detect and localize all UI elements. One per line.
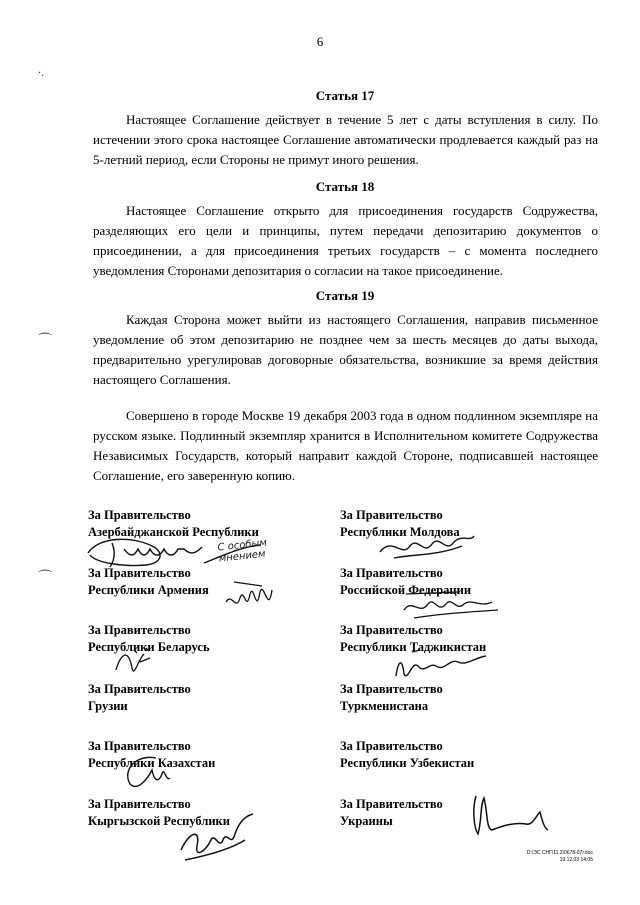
signatory-georgia (88, 681, 191, 715)
article-19-text: Каждая Сторона может выйти из настоящего Соглашения, направив письменное уведомление об этом депозитарию не позднее чем за шесть месяцев до даты выхода, предварительно урегулировав договорные обязательства, возникшие за время действия настоящего Соглашения. (93, 312, 598, 387)
signatory-line1: За Правительство (340, 508, 443, 522)
signature-ukraine (468, 790, 558, 840)
article-18-text: Настоящее Соглашение открыто для присоединения государств Содружества, разделяющих его цели и принципы, путем передачи депозитарию документов о присоединении, а для присоединения третьих государств – с момента последнего уведомления Сторонами депозитария о согласии на такое присоединение. (93, 203, 598, 278)
signatory-line2: Республики Молдова (340, 525, 460, 539)
footer-path: D:\ЭС СНГ\11.3\0678-07г.doc (526, 850, 593, 856)
signatory-line1: За Правительство (88, 739, 191, 753)
signatory-turkmenistan (340, 681, 443, 715)
signatory-line2: Республики Беларусь (88, 640, 210, 654)
margin-mark: ⌒ (38, 570, 52, 586)
signature-tajikistan (390, 646, 500, 686)
signatory-uzbekistan (340, 738, 474, 772)
signature-kyrgyzstan (175, 810, 265, 870)
article-17-text: Настоящее Соглашение действует в течение 5 лет с даты вступления в силу. По истечении этого срока настоящее Соглашение автоматически продлевается каждый раз на 5-летний период, если Стороны не примут иного решения. (93, 112, 598, 167)
article-17-heading: Статья 17 (315, 88, 375, 103)
signatory-line1: За Правительство (340, 797, 443, 811)
signatory-line1: За Правительство (340, 682, 443, 696)
signature-russia (398, 588, 508, 624)
signature-kazakhstan (116, 748, 176, 798)
signatory-line1: За Правительство (340, 623, 443, 637)
signatory-line1: За Правительство (88, 566, 191, 580)
signatory-line2: Республики Узбекистан (340, 756, 475, 770)
signature-moldova (374, 528, 484, 568)
signatory-line2: Грузии (88, 699, 128, 713)
footer-date: 19.12.03 14:05 (559, 857, 593, 863)
signatory-line1: За Правительство (88, 797, 191, 811)
article-18-heading: Статья 18 (315, 179, 375, 194)
signatory-line2: Республики Таджикистан (340, 640, 487, 654)
signatory-line2: Украины (340, 814, 393, 828)
signatory-line2: Кыргызской Республики (88, 814, 230, 828)
margin-mark: ·. (38, 68, 45, 79)
signatory-line1: За Правительство (88, 508, 191, 522)
signatory-line1: За Правительство (340, 566, 443, 580)
signatory-line1: За Правительство (88, 682, 191, 696)
azerbaijan-special-opinion-note: С особым мнением (217, 537, 268, 565)
closing-paragraph: Совершено в городе Москве 19 декабря 2003 года в одном подлинном экземпляре на русском языке. Подлинный экземпляр хранится в Исполнительном комитете Содружества Независимых Государств, который направит каждой Стороне, подписавшей настоящее Соглашение, его заверенную копию. (93, 408, 598, 483)
signature-belarus (110, 640, 160, 680)
margin-mark: ⌒ (38, 333, 52, 349)
file-footer (513, 850, 593, 864)
signatory-line2: Республики Казахстан (88, 756, 216, 770)
article-19-heading: Статья 19 (315, 288, 375, 303)
signatory-line1: За Правительство (340, 739, 443, 753)
signatory-line1: За Правительство (88, 623, 191, 637)
signature-armenia (222, 572, 282, 622)
signatory-line2: Российской Федерации (340, 583, 472, 597)
page-number: 6 (316, 34, 324, 49)
signatory-ukraine (340, 796, 443, 830)
signatory-line2: Республики Армения (88, 583, 209, 597)
signatory-line2: Азербайджанской Республики (88, 525, 259, 539)
signatory-line2: Туркменистана (340, 699, 429, 713)
